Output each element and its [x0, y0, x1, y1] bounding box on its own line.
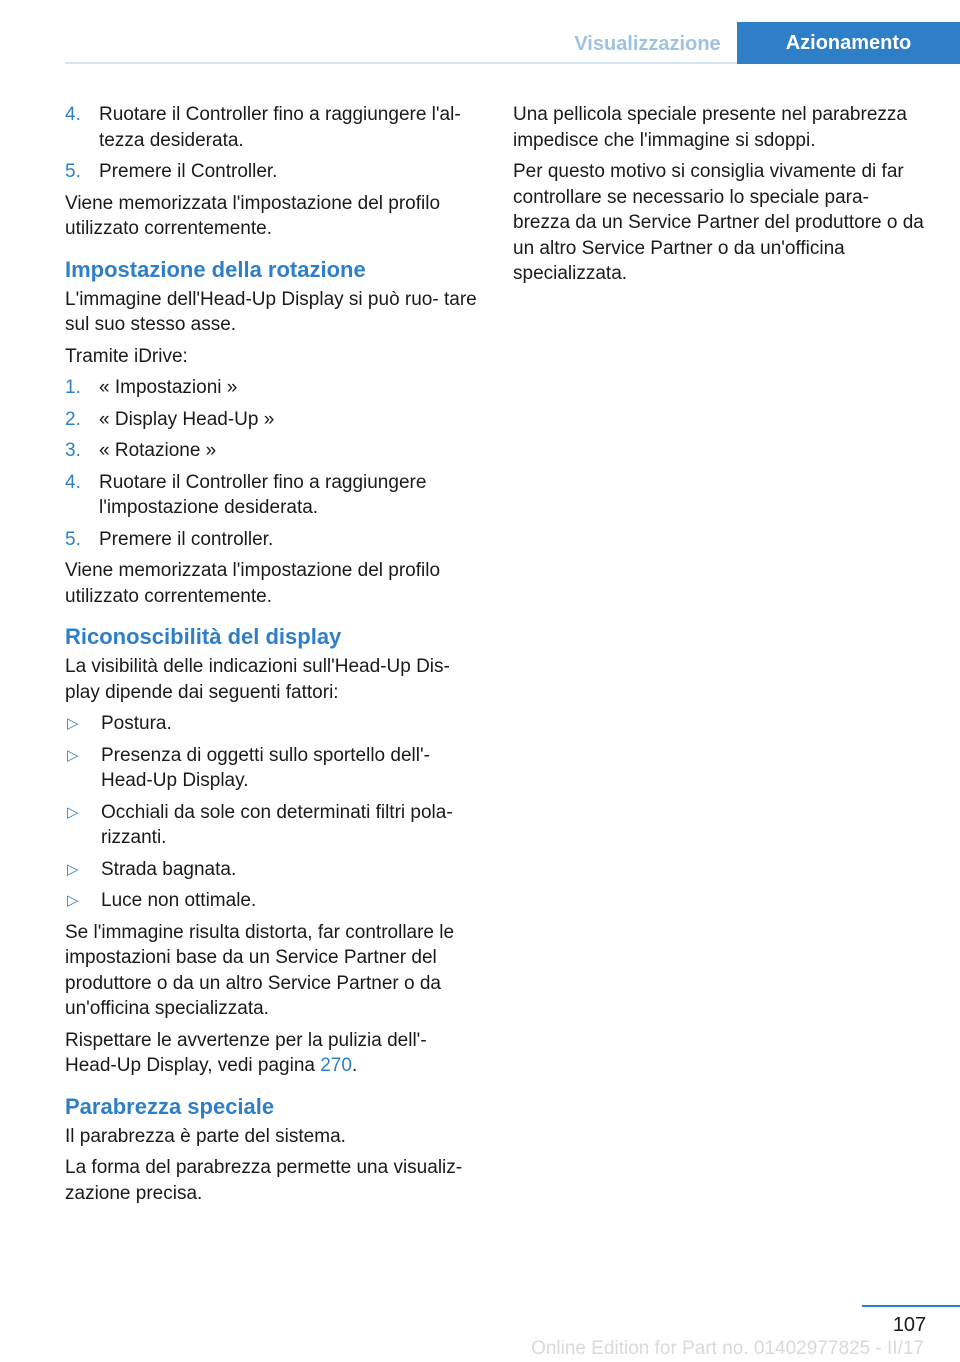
page-number: 107 [892, 1314, 927, 1336]
list-text: « Display Head-Up » [99, 408, 275, 430]
paragraph: Viene memorizzata l'impostazione del profilo utilizzato correntemente. [65, 192, 441, 239]
bullet-item [65, 800, 480, 851]
bullet-text: Luce non ottimale. [101, 890, 257, 911]
bullet-marker-icon: ▷ [67, 860, 79, 878]
paragraph: Se l'immagine risulta distorta, far controllare le impostazioni base da un Service Partner del produttore o da un altro Service Partner o da un'officina specializzata. [65, 921, 455, 1019]
list-number: 2. [65, 408, 81, 430]
list-item [65, 407, 480, 433]
left-column [65, 102, 480, 1212]
cleaning-text: Rispettare le avvertenze per la pulizia dell'‐ Head-Up Display, vedi pagina [65, 1029, 427, 1076]
list-item [65, 375, 480, 401]
bullet-text: Postura. [101, 713, 172, 734]
list-item [65, 470, 480, 521]
list-item [65, 159, 480, 185]
list-number: 4. [65, 104, 81, 125]
paragraph: La visibilità delle indicazioni sull'Head-Up Dis‐ play dipende dai seguenti fattori: [65, 656, 450, 703]
paragraph: Una pellicola speciale presente nel parabrezza impedisce che l'immagine si sdoppi. [513, 104, 907, 151]
page-link[interactable]: 270 [320, 1055, 352, 1076]
section-heading-rotation: Impostazione della rotazione [65, 256, 366, 282]
bullet-text: Presenza di oggetti sullo sportello dell'‐ Head-Up Display. [101, 744, 430, 791]
bullet-marker-icon: ▷ [67, 715, 79, 732]
section-heading-visibility: Riconoscibilità del display [65, 624, 342, 649]
bullet-item [65, 711, 480, 737]
list-number: 5. [65, 528, 81, 550]
bullet-text: Strada bagnata. [101, 858, 237, 880]
bullet-item [65, 743, 480, 794]
paragraph: Per questo motivo si consiglia vivamente di far controllare se necessario lo speciale para‐ brezza da un Service Partner del produttore o da un altro Service Partner o da un'officina specializzata. [513, 161, 924, 284]
bullet-item [65, 888, 480, 914]
bullet-text: Occhiali da sole con determinati filtri pola‐ rizzanti. [101, 801, 453, 848]
paragraph: Viene memorizzata l'impostazione del profilo utilizzato correntemente. [65, 560, 441, 607]
paragraph: L'immagine dell'Head-Up Display si può ruo‐ tare sul suo stesso asse. [65, 288, 477, 335]
list-item [65, 438, 480, 464]
header-section-label: Visualizzazione [574, 33, 721, 55]
paragraph: Il parabrezza è parte del sistema. [65, 1125, 346, 1147]
list-item [65, 102, 480, 153]
list-text: Ruotare il Controller fino a raggiungere l'al‐ tezza desiderata. [99, 104, 461, 151]
footer-rule [862, 1305, 960, 1307]
bullet-marker-icon: ▷ [67, 746, 79, 764]
paragraph: Tramite iDrive: [65, 345, 188, 367]
edition-footer: Online Edition for Part no. 01402977825 - II/17 [531, 1338, 924, 1359]
list-number: 1. [65, 377, 81, 398]
list-number: 4. [65, 471, 81, 493]
cleaning-period: . [351, 1055, 358, 1076]
bullet-marker-icon: ▷ [67, 803, 79, 821]
bullet-item [65, 857, 480, 883]
list-text: Premere il Controller. [99, 161, 278, 182]
list-text: « Impostazioni » [99, 377, 238, 398]
paragraph-cleaning [65, 1028, 480, 1079]
paragraph: La forma del parabrezza permette una visualiz‐ zazione precisa. [65, 1157, 463, 1204]
header-chapter-tab: Azionamento [737, 22, 960, 64]
right-column [513, 102, 925, 293]
bullet-marker-icon: ▷ [67, 892, 79, 909]
list-item [65, 527, 480, 553]
section-heading-windscreen: Parabrezza speciale [65, 1093, 275, 1119]
list-text: « Rotazione » [99, 440, 217, 461]
list-text: Premere il controller. [99, 528, 274, 550]
list-text: Ruotare il Controller fino a raggiungere l'impostazione desiderata. [99, 471, 427, 518]
list-number: 5. [65, 161, 81, 182]
list-number: 3. [65, 440, 81, 461]
